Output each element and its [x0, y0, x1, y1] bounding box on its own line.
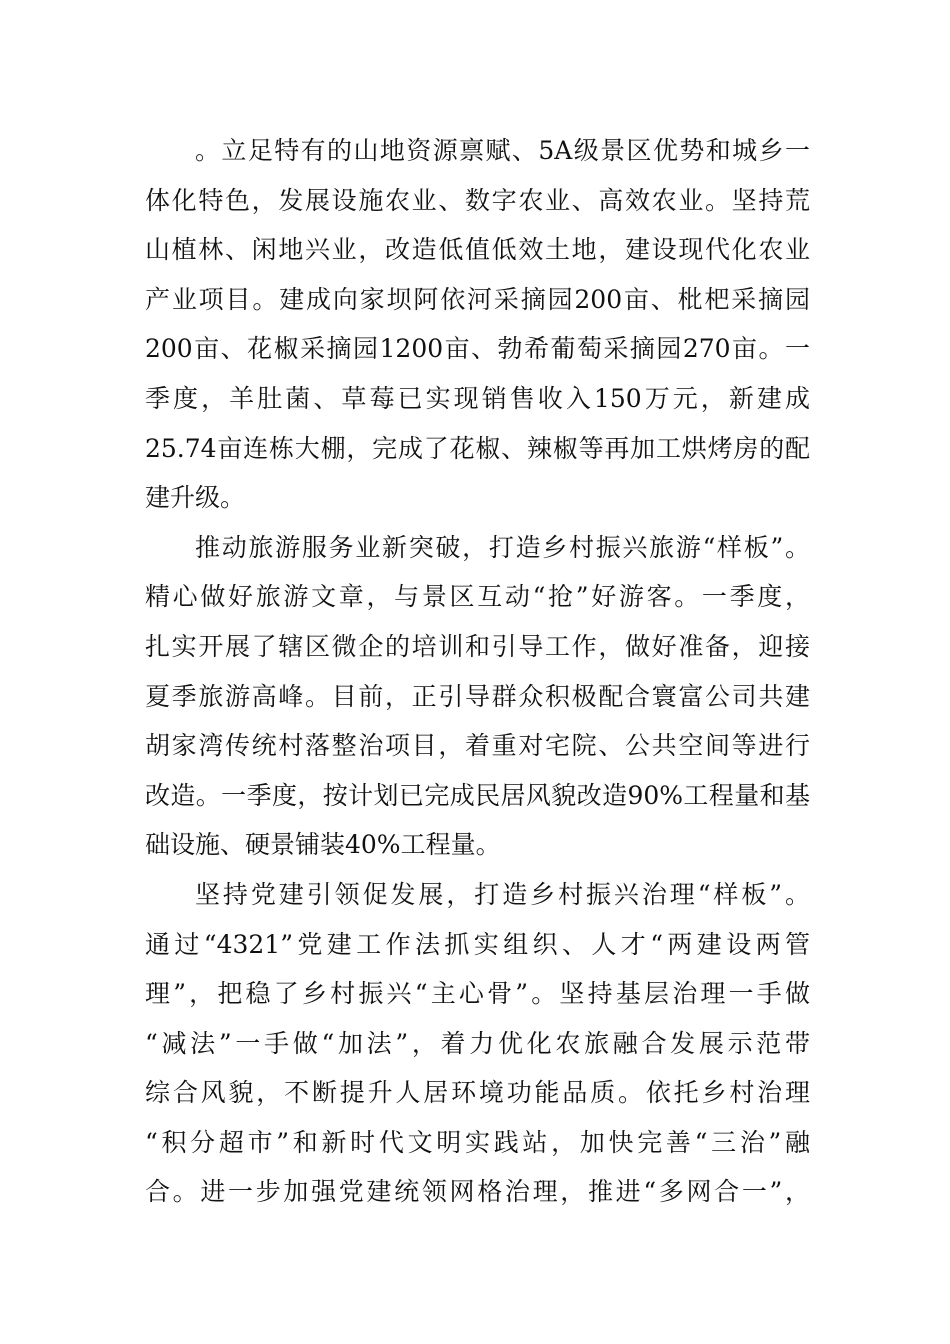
paragraph-line: 合。进一步加强党建统领网格治理，推进“多网合一”，: [145, 1177, 810, 1207]
paragraph-line: 综合风貌，不断提升人居环境功能品质。依托乡村治理: [145, 1078, 810, 1108]
paragraph-line: 山植林、闲地兴业，改造低值低效土地，建设现代化农业: [145, 235, 810, 265]
paragraph-1: [145, 126, 810, 523]
paragraph-line: “减法”一手做“加法”，着力优化农旅融合发展示范带: [145, 1028, 810, 1058]
paragraph-line: 础设施、硬景铺装40%工程量。: [145, 830, 501, 860]
paragraph-2: [145, 523, 810, 870]
paragraph-line: 25.74亩连栋大棚，完成了花椒、辣椒等再加工烘烤房的配: [145, 433, 810, 463]
paragraph-line: 胡家湾传统村落整治项目，着重对宅院、公共空间等进行: [145, 731, 810, 761]
paragraph-line: 200亩、花椒采摘园1200亩、勃希葡萄采摘园270亩。一: [145, 334, 810, 364]
paragraph-line: 季度，羊肚菌、草莓已实现销售收入150万元，新建成: [145, 383, 810, 413]
paragraph-line: 理”，把稳了乡村振兴“主心骨”。坚持基层治理一手做: [145, 979, 810, 1009]
paragraph-line: 精心做好旅游文章，与景区互动“抢”好游客。一季度，: [145, 582, 810, 612]
paragraph-line: 扎实开展了辖区微企的培训和引导工作，做好准备，迎接: [145, 631, 810, 661]
paragraph-line: 通过“4321”党建工作法抓实组织、人才“两建设两管: [145, 929, 810, 959]
paragraph-line: 改造。一季度，按计划已完成民居风貌改造90%工程量和基: [145, 780, 810, 810]
paragraph-line: 建升级。: [145, 483, 246, 513]
paragraph-line: 推动旅游服务业新突破，打造乡村振兴旅游“样板”。: [195, 532, 810, 562]
paragraph-line: 夏季旅游高峰。目前，正引导群众积极配合寰富公司共建: [145, 681, 810, 711]
paragraph-line: 体化特色，发展设施农业、数字农业、高效农业。坚持荒: [145, 185, 810, 215]
document-body: [145, 126, 810, 1217]
paragraph-line: “积分超市”和新时代文明实践站，加快完善“三治”融: [145, 1127, 810, 1157]
paragraph-line: 坚持党建引领促发展，打造乡村振兴治理“样板”。: [195, 879, 810, 909]
paragraph-line: 产业项目。建成向家坝阿依河采摘园200亩、枇杷采摘园: [145, 284, 810, 314]
paragraph-line: 。立足特有的山地资源禀赋、5A级景区优势和城乡一: [195, 136, 810, 165]
paragraph-3: [145, 870, 810, 1217]
